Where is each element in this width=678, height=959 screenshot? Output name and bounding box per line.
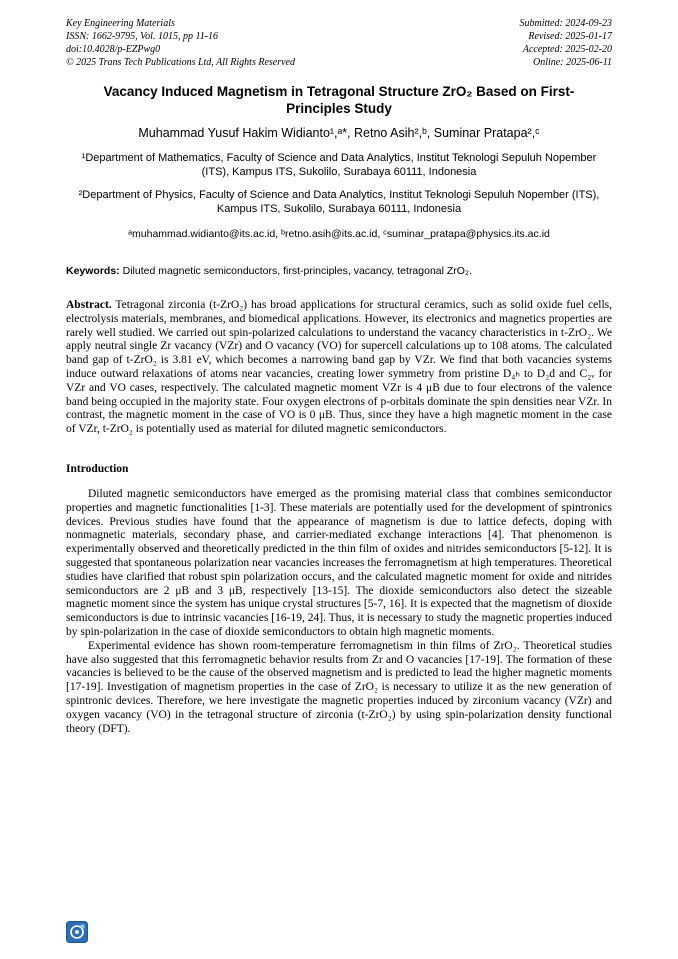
issn-volume-line: ISSN: 1662-9795, Vol. 1015, pp 11-16	[66, 31, 219, 42]
keywords-text: Diluted magnetic semiconductors, first-principles, vacancy, tetragonal ZrO₂.	[119, 265, 472, 277]
intro-paragraph-2: Experimental evidence has shown room-temperature ferromagnetism in thin films of ZrO₂. Theoretical studies have also suggested that this ferromagnetic behavior results from Zr and O vacancies [17-19]. The formation of these vacancies is believed to be the cause of the observed magnetism and is predicted to lead the higher magnetic moments [17-19]. Investigation of magnetism properties in the case of ZrO₂ is necessary to utilize it as the new generation of spintronic devices. Therefore, we here investigate the magnetic properties induced by zirconium vacancy (VZr) and oxygen vacancy (VO) in the tetragonal structure of zirconia (t-ZrO₂) by using spin-polarization density functional theory (DFT).	[66, 639, 612, 735]
copyright-line: © 2025 Trans Tech Publications Ltd, All Rights Reserved	[66, 57, 295, 68]
abstract-label: Abstract.	[66, 299, 112, 311]
accepted-date: Accepted: 2025-02-20	[522, 44, 612, 55]
page-header	[66, 17, 612, 69]
affiliation-1: ¹Department of Mathematics, Faculty of Science and Data Analytics, Institut Teknologi Sepuluh Nopember (ITS), Kampus ITS, Sukolilo, Surabaya 60111, Indonesia	[81, 152, 597, 178]
header-right	[520, 17, 613, 69]
author-emails: ᵃmuhammad.widianto@its.ac.id, ᵇretno.asih@its.ac.id, ᶜsuminar_pratapa@physics.its.ac.id	[128, 228, 550, 240]
submitted-date: Submitted: 2024-09-23	[519, 18, 612, 29]
online-date: Online: 2025-06-11	[533, 57, 612, 68]
page-title: Vacancy Induced Magnetism in Tetragonal Structure ZrO₂ Based on First-Principles Study	[103, 84, 575, 116]
section-heading-introduction: Introduction	[66, 462, 129, 475]
revised-date: Revised: 2025-01-17	[528, 31, 612, 42]
keywords-label: Keywords:	[66, 265, 120, 277]
publisher-badge-icon[interactable]	[66, 921, 88, 943]
doi-line: doi:10.4028/p-EZPwg0	[66, 44, 161, 55]
affiliation-2: ²Department of Physics, Faculty of Science and Data Analytics, Institut Teknologi Sepuluh Nopember (ITS), Kampus ITS, Sukolilo, Surabaya 60111, Indonesia	[78, 189, 600, 215]
abstract-paragraph	[66, 299, 612, 437]
header-left	[66, 17, 295, 69]
keywords-line	[66, 264, 612, 278]
journal-name: Key Engineering Materials	[66, 18, 175, 29]
authors-line: Muhammad Yusuf Hakim Widianto¹,ᵃ*, Retno Asih²,ᵇ, Suminar Pratapa²,ᶜ	[138, 126, 540, 140]
abstract-text: Tetragonal zirconia (t-ZrO₂) has broad applications for structural ceramics, such as solid oxide fuel cells, electrolysis materials, membranes, and biomedical applications. However, its electronics and magnetics properties are rarely well studied. We carried out spin-polarized calculations to understand the vacancy characteristics in t-ZrO₂. We apply neutral single Zr vacancy (VZr) and O vacancy (VO) for supercell calculations up to 108 atoms. The calculated band gap of t-ZrO₂ is 3.81 eV, which becomes a narrowing band gap by VZr. We find that both vacancies systems induce outward relaxations of atoms near vacancies, creating lower symmetry from pristine D₄ₕ to D₂d and C₂ᵥ for VZr and VO cases, respectively. The calculated magnetic moment VZr is 4 μB due to four electrons of the valence band being occupied in the majority state. Four oxygen electrons of p-orbitals dominate the spin densities near VZr. In contrast, the magnetic moment in the case of VO is 0 μB. Thus, since they have a high magnetic moment in the case of VZr, t-ZrO₂ is potentially used as material for diluted magnetic semiconductors.	[66, 299, 612, 436]
intro-paragraph-1: Diluted magnetic semiconductors have emerged as the promising material class that combines semiconductor properties and magnetic functionalities [1-3]. These materials are potentially used for the development of spintronics devices. Previous studies have found that the appearance of magnetism is due to lattice defects, doping with nonmagnetic materials, secondary phase, and carrier-mediated exchange interactions [4]. That phenomenon is experimentally observed and theoretically predicted in the thin film of oxides and nitrides semiconductors [5-12]. It is suggested that spontaneous polarization near vacancies increases the ferromagnetism at high temperatures. Theoretical studies have clarified that robust spin polarization occurs, and the calculated magnetic moment for oxide and nitrides semiconductors are 2 μB and 3 μB, respectively [13-15]. The dioxide semiconductors also detect the sizeable magnetic moment since the system has unique crystal structures [5-7, 16]. It is expected that the magnetism of dioxide semiconductors is due to intrinsic vacancies [16-19, 24]. Thus, it is necessary to study the magnetic properties induced by spin-polarization in the case of dioxide semiconductors to obtain high magnetic moments.	[66, 487, 612, 638]
